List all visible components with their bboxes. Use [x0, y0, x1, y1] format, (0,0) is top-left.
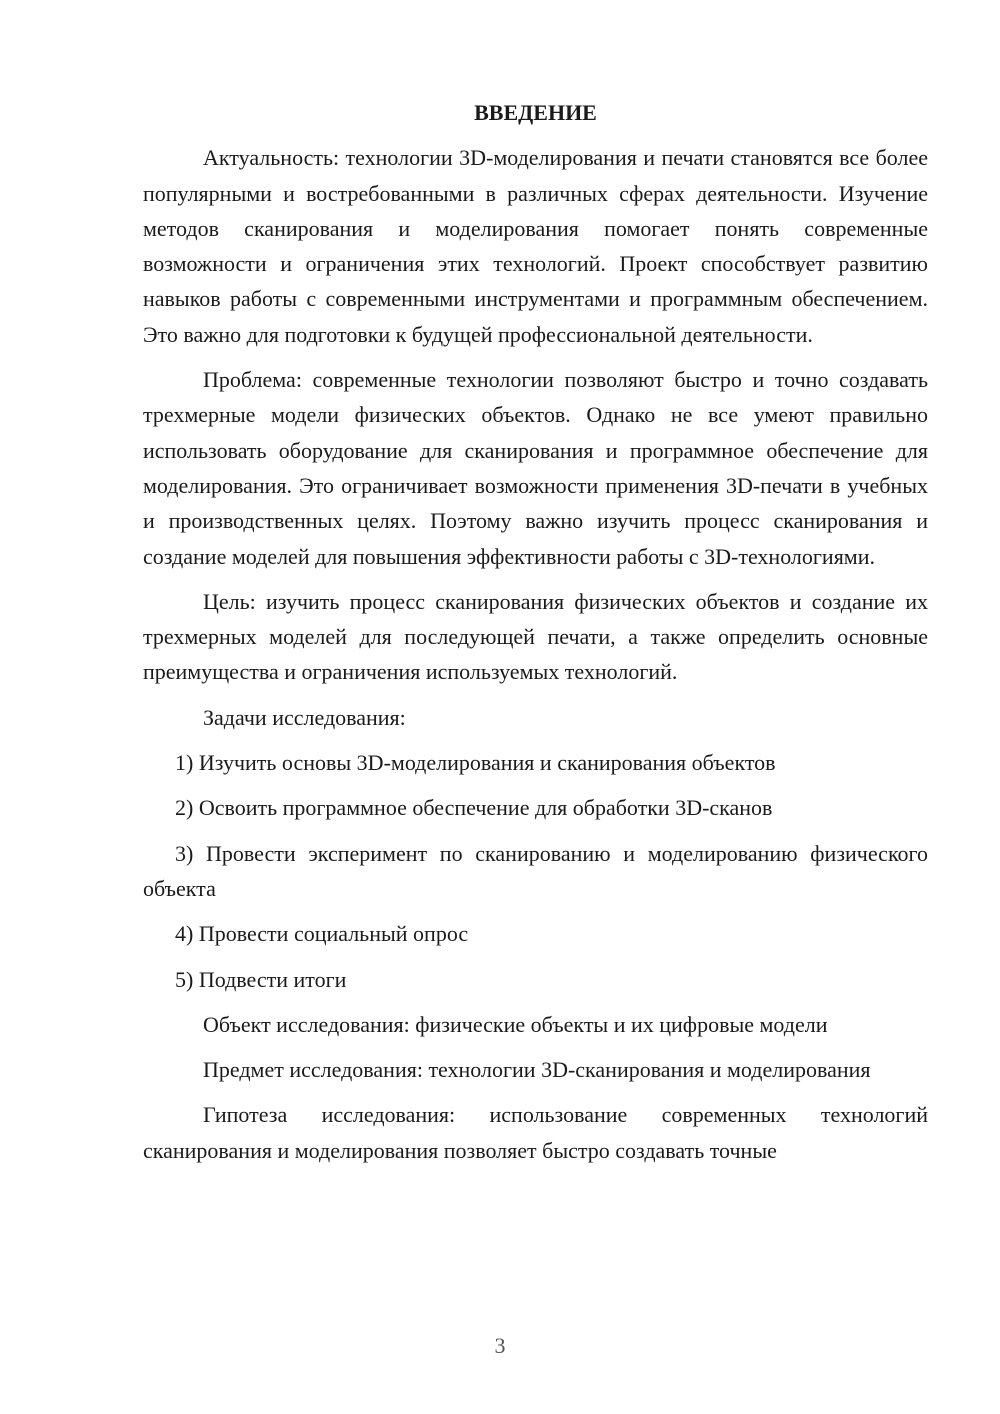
- section-title: ВВЕДЕНИЕ: [474, 100, 597, 125]
- paragraph-relevance: Актуальность: технологии 3D-моделирования и печати становятся все более популярными и востребованными в различных сферах деятельности. Изучение методов сканирования и моделирования помогает понять современные возможности и ограничения этих технологий. Проект способствует развитию навыков работы с современными инструментами и программным обеспечением. Это важно для подготовки к будущей профессиональной деятельности.: [143, 145, 928, 347]
- paragraph-goal: Цель: изучить процесс сканирования физических объектов и создание их трехмерных моделей для последующей печати, а также определить основные преимущества и ограничения используемых технологий.: [143, 588, 928, 685]
- paragraph-subject: Предмет исследования: технологии 3D-сканирования и моделирования: [203, 1057, 871, 1083]
- task-item-2: 2) Освоить программное обеспечение для обработки 3D-сканов: [175, 795, 773, 821]
- task-item-5: 5) Подвести итоги: [175, 966, 347, 992]
- paragraph-problem: Проблема: современные технологии позволяют быстро и точно создавать трехмерные модели физических объектов. Однако не все умеют правильно использовать оборудование для сканирования и программное обеспечение для моделирования. Это ограничивает возможности применения 3D-печати в учебных и производственных целях. Поэтому важно изучить процесс сканирования и создание моделей для повышения эффективности работы с 3D-технологиями.: [143, 367, 928, 569]
- task-item-3: 3) Провести эксперимент по сканированию и моделированию физического объекта: [143, 840, 928, 901]
- paragraph-object: Объект исследования: физические объекты и их цифровые модели: [203, 1011, 828, 1037]
- task-item-4: 4) Провести социальный опрос: [175, 921, 469, 947]
- tasks-heading: Задачи исследования:: [203, 704, 406, 730]
- paragraph-hypothesis: Гипотеза исследования: использование современных технологий сканирования и моделирования позволяет быстро создавать точные: [143, 1102, 928, 1163]
- page-number: 3: [494, 1333, 506, 1358]
- document-body: [143, 95, 928, 1178]
- task-item-1: 1) Изучить основы 3D-моделирования и сканирования объектов: [175, 750, 776, 776]
